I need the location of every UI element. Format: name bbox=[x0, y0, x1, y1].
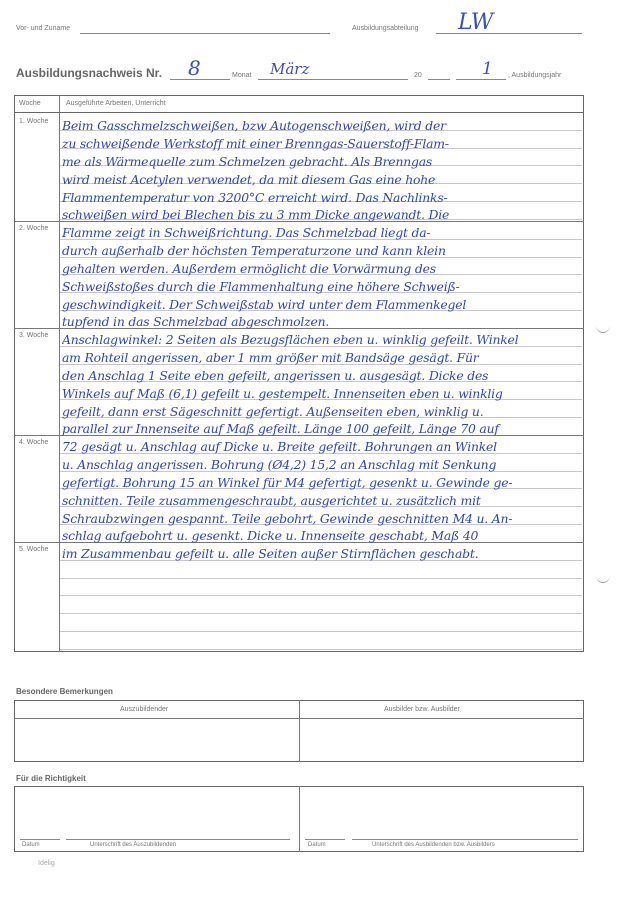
week-label: 1. Woche bbox=[19, 118, 49, 125]
month-value: März bbox=[270, 60, 310, 78]
year-prefix: 20 bbox=[414, 72, 422, 79]
entry-line: gefertigt. Bohrung 15 an Winkel für M4 gefertigt, gesenkt u. Gewinde ge- bbox=[62, 475, 513, 490]
entry-line: gefeilt, dann erst Sägeschnitt gefertigt. Außenseiten eben, winklig u. bbox=[62, 404, 484, 419]
column-header-work: Ausgeführte Arbeiten, Unterricht bbox=[66, 100, 166, 107]
remarks-divider bbox=[299, 700, 300, 762]
entry-line: am Rohteil angerissen, aber 1 mm größer mit Bandsäge gesägt. Für bbox=[62, 350, 479, 365]
entry-line: parallel zur Innenseite auf Maß gefeilt. Länge 100 gefeilt, Länge 70 auf bbox=[62, 421, 499, 436]
week-column-divider bbox=[59, 95, 60, 652]
entry-line: me als Wärmequelle zum Schmelzen gebracht. Als Brenngas bbox=[62, 154, 433, 169]
remarks-col-trainee: Auszubildender bbox=[120, 706, 169, 713]
entry-line: Winkels auf Maß (6,1) gefeilt u. gestempelt. Innenseiten eben u. winklig bbox=[62, 386, 503, 401]
ruled-line bbox=[60, 578, 582, 579]
entry-line: im Zusammenbau gefeilt u. alle Seiten außer Stirnflächen geschabt. bbox=[62, 546, 479, 561]
entry-line: Beim Gasschmelzschweißen, bzw Autogenschweißen, wird der bbox=[62, 118, 446, 133]
signature-label-left: Unterschrift des Auszubildenden bbox=[90, 842, 177, 848]
remarks-header-divider bbox=[14, 718, 584, 719]
name-line bbox=[80, 33, 330, 34]
entry-line: gehalten werden. Außerdem ermöglicht die Vorwärmung des bbox=[62, 261, 436, 276]
entry-line: Schraubzwingen gespannt. Teile gebohrt, Gewinde geschnitten M4 u. An- bbox=[62, 511, 513, 526]
entry-line: Anschlagwinkel: 2 Seiten als Bezugsflächen eben u. winklig gefeilt. Winkel bbox=[62, 332, 519, 347]
date-line-left bbox=[20, 839, 60, 840]
verification-title: Für die Richtigkeit bbox=[16, 774, 86, 783]
entry-line: Flamme zeigt in Schweißrichtung. Das Schmelzbad liegt da- bbox=[62, 225, 431, 240]
signature-line-left bbox=[66, 839, 290, 840]
entry-line: geschwindigkeit. Der Schweißstab wird unter dem Flammenkegel bbox=[62, 297, 467, 312]
entry-line: den Anschlag 1 Seite eben gefeilt, angerissen u. ausgesägt. Dicke des bbox=[62, 368, 489, 383]
entry-line: Schweißstoßes durch die Flammenhaltung eine höhere Schweiß- bbox=[62, 279, 460, 294]
entry-line: u. Anschlag angerissen. Bohrung (Ø4,2) 15,2 an Anschlag mit Senkung bbox=[62, 457, 497, 472]
report-number: 8 bbox=[188, 56, 201, 80]
department-value: LW bbox=[458, 10, 494, 35]
ruled-line bbox=[60, 631, 582, 632]
verification-divider bbox=[299, 786, 300, 852]
entry-line: zu schweißende Werkstoff mit einer Brenngas-Sauerstoff-Flam- bbox=[62, 136, 449, 151]
department-label: Ausbildungsabteilung bbox=[352, 25, 419, 32]
entry-line: tupfend in das Schmelzbad abgeschmolzen. bbox=[62, 314, 330, 329]
week-label: 5. Woche bbox=[19, 546, 49, 553]
ruled-line bbox=[60, 595, 582, 596]
entry-line: schweißen wird bei Blechen bis zu 3 mm Dicke angewandt. Die bbox=[62, 207, 450, 222]
month-line bbox=[258, 79, 408, 80]
name-label: Vor- und Zuname bbox=[16, 25, 71, 32]
week-label: 3. Woche bbox=[19, 332, 49, 339]
month-label: Monat bbox=[232, 72, 252, 79]
punch-mark bbox=[596, 318, 610, 333]
training-year-value: 1 bbox=[482, 59, 493, 79]
date-label-right: Datum bbox=[308, 842, 326, 848]
training-year-line bbox=[456, 79, 506, 80]
week-label: 2. Woche bbox=[19, 225, 49, 232]
column-header-week: Woche bbox=[19, 100, 41, 107]
year-line bbox=[428, 79, 450, 80]
form-code: Idelig bbox=[38, 860, 55, 867]
date-line-right bbox=[305, 839, 345, 840]
entry-line: 72 gesägt u. Anschlag auf Dicke u. Breite gefeilt. Bohrungen an Winkel bbox=[62, 439, 497, 454]
entry-line: durch außerhalb der höchsten Temperaturzone und kann klein bbox=[62, 243, 446, 258]
entry-line: wird meist Acetylen verwendet, da mit diesem Gas eine hohe bbox=[62, 172, 436, 187]
date-label-left: Datum bbox=[22, 842, 40, 848]
table-header-divider bbox=[14, 112, 584, 113]
punch-mark bbox=[596, 568, 610, 583]
week-label: 4. Woche bbox=[19, 439, 49, 446]
signature-line-right bbox=[352, 839, 578, 840]
remarks-title: Besondere Bemerkungen bbox=[16, 687, 113, 696]
entry-line: schnitten. Teile zusammengeschraubt, ausgerichtet u. zusätzlich mit bbox=[62, 493, 481, 508]
signature-label-right: Unterschrift des Ausbildenden bzw. Ausbilders bbox=[372, 842, 495, 848]
ruled-line bbox=[60, 613, 582, 614]
training-year-label: , Ausbildungsjahr bbox=[508, 72, 562, 79]
remarks-col-trainer: Ausbilder bzw. Ausbilder bbox=[384, 706, 460, 713]
entry-line: Flammentemperatur von 3200°C erreicht wird. Das Nachlinks- bbox=[62, 190, 448, 205]
report-title: Ausbildungsnachweis Nr. bbox=[16, 66, 163, 80]
entry-line: schlag aufgebohrt u. gesenkt. Dicke u. Innenseite geschabt, Maß 40 bbox=[62, 528, 479, 543]
ruled-line bbox=[60, 649, 582, 650]
